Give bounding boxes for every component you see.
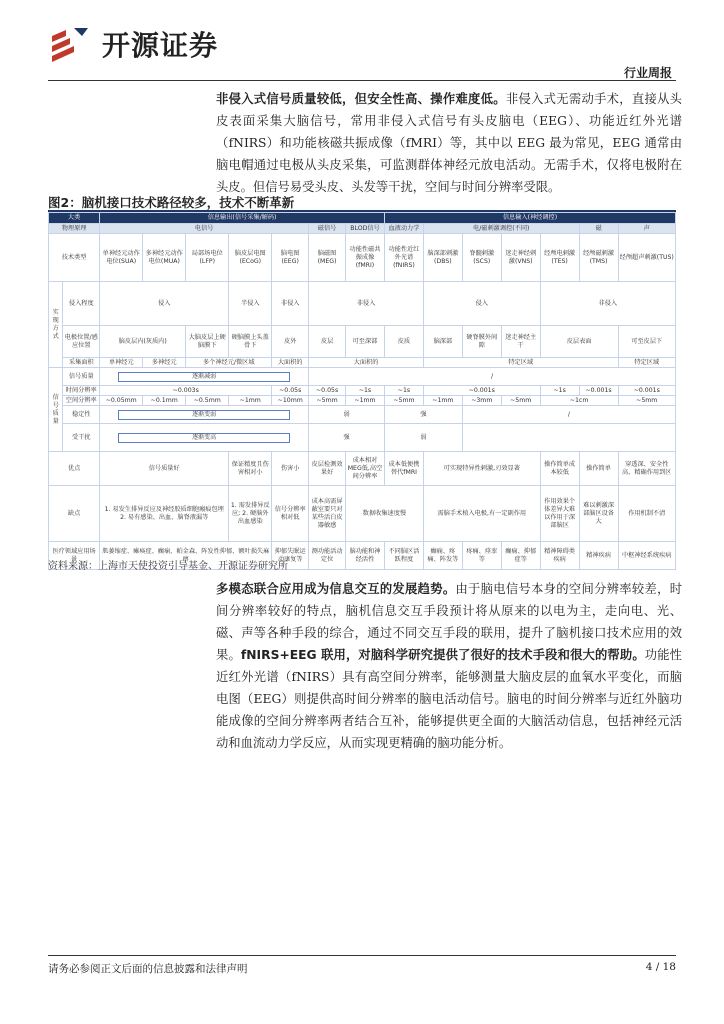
para2-body1: 由于脑电信号本身的空间分辨率较差，时间分辨率较好的特点，脑机信息交互手段预计将从原来的以电为主，走向电、光、磁、声等各种手段的综合，通过不同交互手段的联用，提升了脑机接口技术应用的效果。	[216, 582, 682, 662]
paragraph-non-invasive	[216, 88, 682, 198]
table-cell	[100, 368, 309, 386]
table-cell: 癫痫、抑郁症等	[501, 542, 540, 570]
company-logo	[48, 24, 218, 64]
table-row	[49, 486, 676, 542]
table-cell: 皮外	[272, 326, 309, 358]
table-cell: 癫痫、疼痛、阵发等	[423, 542, 462, 570]
table-cell: 技术类型	[49, 234, 100, 282]
table-cell: 脑功能和神经活性	[346, 542, 385, 570]
table-row	[49, 406, 676, 424]
table-row	[49, 224, 676, 234]
table-cell: 经颅超声刺激(TUS)	[618, 234, 675, 282]
table-cell: /	[309, 368, 676, 386]
table-cell: ~5mm	[309, 396, 346, 406]
table-cell: ~0.1mm	[143, 396, 186, 406]
table-cell: 肌萎缩症、瘫痪症、癫痫、帕金森、阵发性抑郁、额叶损失麻痹	[100, 542, 272, 570]
table-cell: 半侵入	[229, 282, 272, 326]
trend-arrow: 逐渐变弱	[118, 410, 290, 420]
table-cell: 信号分辨率相对低	[272, 486, 309, 542]
table-cell: 保证精度且伤害相对小	[229, 452, 272, 486]
table-cell: 局部场电位(LFP)	[186, 234, 229, 282]
table-cell: 侵入程度	[63, 282, 100, 326]
table-cell: 脑深部刺激(DBS)	[423, 234, 462, 282]
table-cell: ~1s	[540, 386, 579, 396]
table-row	[49, 368, 676, 386]
table-cell: BLOD信号	[346, 224, 385, 234]
page-number: 4 / 18	[645, 961, 676, 973]
table-cell: 特定区域	[423, 358, 618, 368]
table-cell: 声	[618, 224, 675, 234]
table-cell: ~0.001s	[579, 386, 618, 396]
table-cell: 信息输出(信号采集/解码)	[100, 213, 385, 224]
table-cell: 非侵入	[272, 282, 309, 326]
table-cell: 硬脑膜上头盖骨下	[229, 326, 272, 358]
table-cell: 皮质	[384, 326, 423, 358]
table-cell: 可至深部	[346, 326, 385, 358]
figure-source: 资料来源：上海市天使投资引导基金、开源证券研究所	[48, 561, 288, 572]
table-cell: 精神疾病	[579, 542, 618, 570]
table-cell: 成本高需屏蔽室要只对某些活白皮器敏感	[309, 486, 346, 542]
table-cell: 医疗领域应用场景	[49, 542, 100, 570]
table-cell: 难以刺激深部脑区设备大	[579, 486, 618, 542]
table-cell: 作用机制不清	[618, 486, 675, 542]
table-cell: 伤害小	[272, 452, 309, 486]
table-row	[49, 358, 676, 368]
table-cell: 侵入	[423, 282, 540, 326]
table-cell: 需脑手术植入电极,有一定副作用	[423, 486, 540, 542]
table-cell: 多神经元	[143, 358, 186, 368]
table-row	[49, 386, 676, 396]
table-cell: 1. 需发排异反应; 2. 硬脑外出血感染	[229, 486, 272, 542]
table-cell: 信息输入(神经调控)	[384, 213, 675, 224]
table-row	[49, 452, 676, 486]
table-cell: 不同脑区活跃程度	[384, 542, 423, 570]
para1-lead: 非侵入式信号质量较低，但安全性高、操作难度低。	[216, 92, 506, 106]
table-row	[49, 424, 676, 452]
table-cell: 空间分辨率	[63, 396, 100, 406]
table-cell: 多个神经元/微区域	[186, 358, 272, 368]
table-cell: 可实现特异性刺激,刃效显著	[423, 452, 540, 486]
table-cell: 弱	[309, 406, 385, 424]
table-cell: 经颅电刺激(TES)	[540, 234, 579, 282]
table-cell: 信号质量	[49, 368, 63, 452]
table-cell: 可至皮层下	[618, 326, 675, 358]
table-cell: 经颅磁刺激(TMS)	[579, 234, 618, 282]
table-cell: 皮层	[309, 326, 346, 358]
table-cell: 优点	[49, 452, 100, 486]
table-cell: 弱	[384, 424, 462, 452]
table-cell: ~5mm	[501, 396, 540, 406]
trend-arrow: 逐渐变高	[118, 433, 290, 443]
table-cell: 精神障碍类疾病	[540, 542, 579, 570]
table-cell: ~1mm	[346, 396, 385, 406]
table-cell: 信号质量好	[100, 452, 229, 486]
table-cell: 电信号	[100, 224, 309, 234]
table-cell: 数据收集速度慢	[346, 486, 424, 542]
table-cell: 血液动力学	[384, 224, 423, 234]
para2-body2: 功能性近红外光谱（fNIRS）具有高空间分辨率，能够测量大脑皮层的血氧水平变化，而脑电图（EEG）则提供高时间分辨率的脑电活动信号。脑电的时间分辨率与近红外脑功能成像的空间分辨率两者结合互补，能够提供更全面的大脑活动信息，包括神经元活动和血流动力学反应，从而实现更精确的脑功能分析。	[216, 648, 682, 750]
table-row	[49, 213, 676, 224]
table-cell: 非侵入	[540, 282, 675, 326]
table-cell: 测功能活动定位	[309, 542, 346, 570]
table-cell: 作用效果个体差异大难以作用于深部脑区	[540, 486, 579, 542]
table-cell: ~3mm	[462, 396, 501, 406]
table-cell: 信号质量	[63, 368, 100, 386]
table-cell: 皮层表面	[540, 326, 618, 358]
table-cell: 单神经元	[100, 358, 143, 368]
table-cell: ~0.5mm	[186, 396, 229, 406]
table-cell: ~1mm	[229, 396, 272, 406]
table-cell: 磁	[579, 224, 618, 234]
table-cell: 实现方式	[49, 282, 63, 368]
table-cell: 操作简单	[579, 452, 618, 486]
table-row	[49, 234, 676, 282]
para1-body: 非侵入式无需动手术，直接从头皮表面采集大脑信号，常用非侵入式信号有头皮脑电（EEG）、功能近红外光谱（fNIRS）和功能核磁共振成像（fMRI）等，其中以 EEG 最为常见，EEG 通常由脑电帽通过电极从头皮采集，可监测群体神经元放电活动。无需手术，仅将电极附在头皮。但信号易受头皮、头发等干扰，空间与时间分辨率受限。	[216, 92, 682, 194]
para2-bold2: fNIRS+EEG 联用，对脑科学研究提供了很好的技术手段和很大的帮助。	[240, 648, 645, 662]
table-cell: ~5mm	[618, 396, 675, 406]
table-cell: ~1cm	[540, 396, 618, 406]
table-cell: 1. 易发生排异反应及神经胶质细胞瘢痕包埋 2. 易有感染、出血、脑脊液漏等	[100, 486, 229, 542]
table-cell: 特定区域	[618, 358, 675, 368]
table-cell: 磁信号	[309, 224, 346, 234]
trend-arrow: 逐渐减弱	[118, 372, 290, 382]
table-cell: 功能性近红外光谱(fNIRS)	[384, 234, 423, 282]
paragraph-multimodal	[216, 578, 682, 754]
table-cell: 脑磁图(MEG)	[309, 234, 346, 282]
report-type: 行业周报	[623, 66, 672, 80]
table-cell: 脊髓刺激(SCS)	[462, 234, 501, 282]
table-cell: ~1s	[384, 386, 423, 396]
table-cell: 脑电图(EEG)	[272, 234, 309, 282]
table-cell: 脑皮层电图(ECoG)	[229, 234, 272, 282]
footer-disclaimer: 请务必参阅正文后面的信息披露和法律声明	[48, 963, 248, 975]
header-divider	[48, 80, 676, 81]
table-cell: 缺点	[49, 486, 100, 542]
table-cell: 迷走神经刺激(VNS)	[501, 234, 540, 282]
table-cell: 皮层检测效果好	[309, 452, 346, 486]
logo-mark-icon	[48, 24, 92, 64]
brand-name: 开源证券	[102, 29, 219, 62]
table-cell: 成本低便携替代fMRI	[384, 452, 423, 486]
table-cell: ~0.001s	[618, 386, 675, 396]
table-cell: ~0.05s	[309, 386, 346, 396]
table-cell: /	[462, 406, 675, 424]
table-cell: ~0.003s	[100, 386, 272, 396]
table-cell: 大脑皮层上硬脑膜下	[186, 326, 229, 358]
table-cell: 大面积的	[272, 358, 309, 368]
table-cell: 时间分辨率	[63, 386, 100, 396]
table-cell: 穿透深、安全性高、精确作用到区	[618, 452, 675, 486]
table-cell: 强	[309, 424, 385, 452]
table-cell: ~1mm	[423, 396, 462, 406]
table-cell: 疼痛、痉挛等	[462, 542, 501, 570]
table-cell: 电极位置/感应位置	[63, 326, 100, 358]
table-cell: 受干扰	[63, 424, 100, 452]
table-cell: 脑皮层内(灰质内)	[100, 326, 186, 358]
table-cell: 多神经元动作电位(MUA)	[143, 234, 186, 282]
table-row	[49, 396, 676, 406]
table-cell: 强	[384, 406, 462, 424]
table-cell: ~10mm	[272, 396, 309, 406]
table-cell: 大类	[49, 213, 100, 224]
table-cell: 采集面积	[63, 358, 100, 368]
table-cell: ~1s	[346, 386, 385, 396]
table-cell	[462, 424, 675, 452]
para2-lead: 多模态联合应用成为信息交互的发展趋势。	[216, 582, 456, 596]
bci-technology-table	[48, 212, 676, 570]
table-cell: 操作简单成本较低	[540, 452, 579, 486]
table-cell: 非侵入	[309, 282, 424, 326]
table-cell: 中枢神经系统疾病	[618, 542, 675, 570]
table-cell: 侵入	[100, 282, 229, 326]
table-cell: 硬脊膜外间隙	[462, 326, 501, 358]
table-cell: 大面积的	[309, 358, 424, 368]
table-cell: 功能性磁共振成像(fMRI)	[346, 234, 385, 282]
table-cell: 电/磁刺激调控(不同)	[423, 224, 579, 234]
table-cell: 脑深部	[423, 326, 462, 358]
table-row	[49, 326, 676, 358]
table-cell: 成本相对MEG低,高空间分辨率	[346, 452, 385, 486]
table-cell: 稳定性	[63, 406, 100, 424]
table-cell: ~0.001s	[423, 386, 540, 396]
footer-divider	[48, 955, 676, 956]
figure-title: 图2：脑机接口技术路径较多，技术不断革新	[48, 195, 295, 210]
table-cell: ~0.05mm	[100, 396, 143, 406]
table-cell: 抑郁失眠运动康复等	[272, 542, 309, 570]
table-row	[49, 282, 676, 326]
table-cell: ~5mm	[384, 396, 423, 406]
table-cell	[100, 424, 309, 452]
table-cell: ~0.05s	[272, 386, 309, 396]
table-cell	[100, 406, 309, 424]
table-cell: 单神经元动作电位(SUA)	[100, 234, 143, 282]
table-cell: 迷走神经主干	[501, 326, 540, 358]
table-cell: 物理原理	[49, 224, 100, 234]
